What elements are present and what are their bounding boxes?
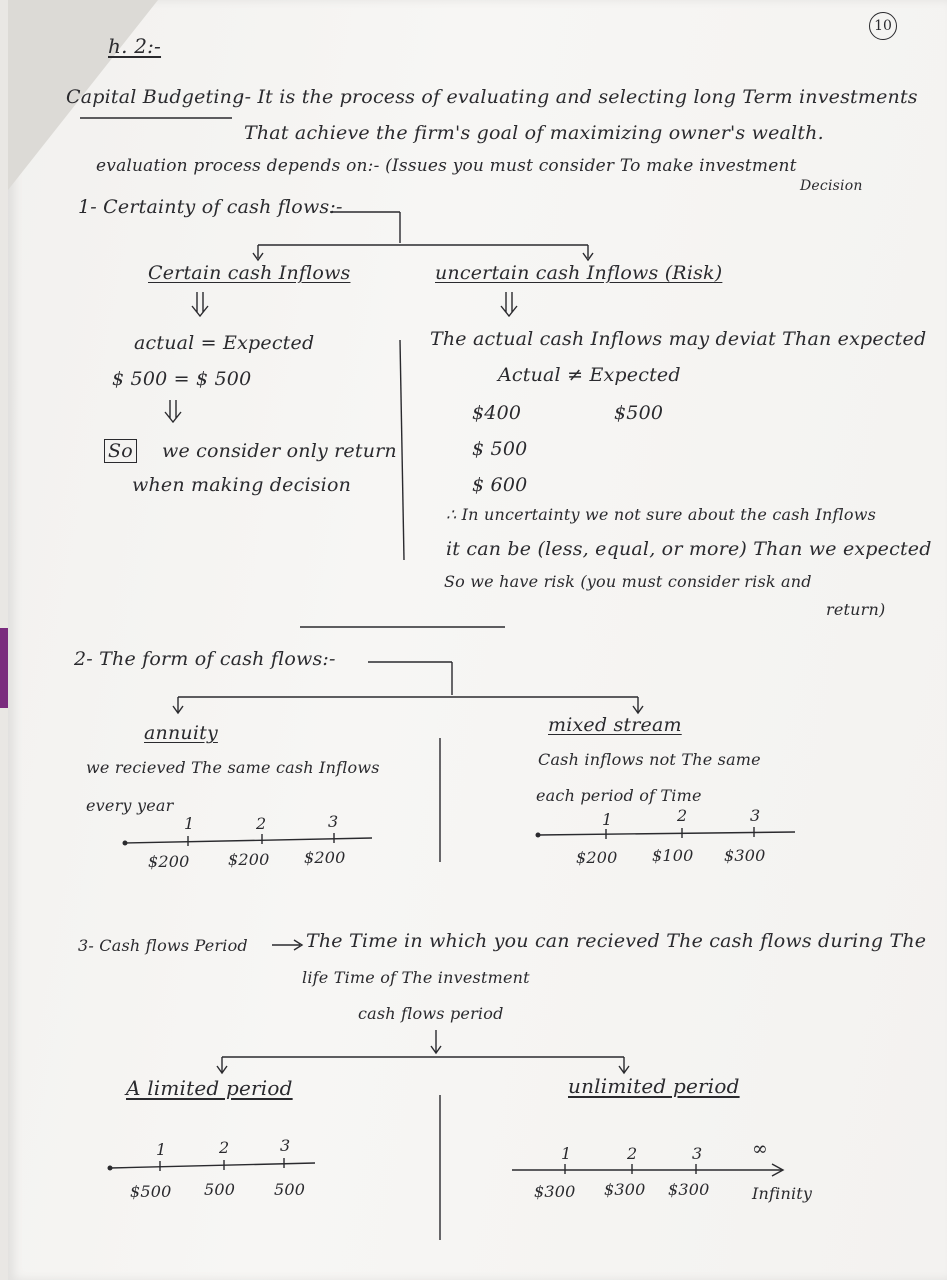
- section3-title: 3- Cash flows Period: [78, 936, 248, 955]
- section1-title: 1- Certainty of cash flows:-: [78, 196, 343, 218]
- evaluation-line-2: Decision: [800, 178, 863, 194]
- annuity-timeline-start: [123, 841, 128, 846]
- down-arrow-3: [165, 400, 181, 422]
- down-arrow-2: [501, 292, 517, 316]
- uncertain-note-3: So we have risk (you must consider risk and: [444, 572, 812, 591]
- uncertain-heading: uncertain cash Inflows (Risk): [435, 262, 723, 284]
- annuity-line-2: every year: [86, 796, 174, 815]
- uncertain-line-1: The actual cash Inflows may deviat Than expected: [430, 328, 927, 350]
- annuity-value-2: $200: [228, 850, 270, 869]
- mixed-heading: mixed stream: [548, 714, 682, 736]
- chapter-heading: h. 2:-: [108, 34, 162, 58]
- annuity-timeline: [125, 838, 372, 843]
- limited-timeline-start: [108, 1166, 113, 1171]
- mixed-value-2: $100: [652, 846, 694, 865]
- mixed-timeline-start: [536, 833, 541, 838]
- actual-value-3: $ 600: [472, 474, 528, 496]
- definition-line-2: That achieve the firm's goal of maximizing owner's wealth.: [244, 122, 824, 144]
- uncertain-line-2: Actual ≠ Expected: [498, 364, 681, 386]
- annuity-line-1: we recieved The same cash Inflows: [86, 758, 380, 777]
- unlimited-infinity-symbol: ∞: [752, 1138, 769, 1160]
- limited-tick-label-3: 3: [280, 1136, 291, 1155]
- certain-so-row: [104, 440, 137, 462]
- uncertain-note-2: it can be (less, equal, or more) Than we expected: [446, 538, 932, 560]
- actual-value-1: $400: [472, 402, 522, 424]
- certain-heading: Certain cash Inflows: [148, 262, 351, 284]
- down-arrow-1: [192, 292, 208, 316]
- mixed-line-2: each period of Time: [536, 786, 702, 805]
- s1-divider: [400, 340, 404, 560]
- section2-title: 2- The form of cash flows:-: [74, 648, 336, 670]
- mixed-timeline: [538, 832, 795, 835]
- so-box: So: [104, 439, 137, 463]
- mixed-value-3: $300: [724, 846, 766, 865]
- unlimited-tick-label-2: 2: [627, 1144, 638, 1163]
- mixed-line-1: Cash inflows not The same: [538, 750, 761, 769]
- capital-budgeting-term: Capital Budgeting: [66, 86, 245, 108]
- annuity-value-3: $200: [304, 848, 346, 867]
- unlimited-tick-label-3: 3: [692, 1144, 703, 1163]
- limited-value-3: 500: [274, 1180, 306, 1199]
- s3-arrow: [272, 940, 302, 950]
- annuity-tick-label-2: 2: [256, 814, 267, 833]
- unlimited-end-label: Infinity: [752, 1184, 813, 1203]
- unlimited-value-1: $300: [534, 1182, 576, 1201]
- certain-line-4: when making decision: [132, 474, 352, 496]
- annuity-tick-label-3: 3: [328, 812, 339, 831]
- annuity-tick-label-1: 1: [184, 814, 195, 833]
- certain-line-2: $ 500 = $ 500: [112, 368, 252, 390]
- page-number: 10: [869, 12, 897, 40]
- section3-def-2: life Time of The investment: [302, 968, 530, 987]
- annuity-value-1: $200: [148, 852, 190, 871]
- uncertain-note-1: ∴ In uncertainty we not sure about the cash Inflows: [446, 505, 877, 524]
- limited-value-1: $500: [130, 1182, 172, 1201]
- uncertain-note-4: return): [826, 600, 886, 619]
- unlimited-heading: unlimited period: [568, 1074, 740, 1098]
- unlimited-value-3: $300: [668, 1180, 710, 1199]
- limited-value-2: 500: [204, 1180, 236, 1199]
- section3-center-label: cash flows period: [358, 1004, 504, 1023]
- evaluation-line-1: evaluation process depends on:- (Issues you must consider To make investment: [96, 156, 797, 176]
- definition-line-1: :- It is the process of evaluating and selecting long Term investments: [238, 86, 918, 108]
- expected-value: $500: [614, 402, 664, 424]
- annuity-heading: annuity: [144, 722, 218, 744]
- limited-tick-label-2: 2: [219, 1138, 230, 1157]
- unlimited-value-2: $300: [604, 1180, 646, 1199]
- certain-line-3: we consider only return: [162, 440, 397, 462]
- actual-value-2: $ 500: [472, 438, 528, 460]
- mixed-tick-label-2: 2: [677, 806, 688, 825]
- mixed-tick-label-3: 3: [750, 806, 761, 825]
- mixed-tick-label-1: 1: [602, 810, 613, 829]
- section3-def-1: The Time in which you can recieved The cash flows during The: [306, 930, 927, 952]
- unlimited-tick-label-1: 1: [561, 1144, 572, 1163]
- certain-line-1: actual = Expected: [134, 332, 315, 354]
- limited-tick-label-1: 1: [156, 1140, 167, 1159]
- limited-heading: A limited period: [126, 1076, 293, 1100]
- mixed-value-1: $200: [576, 848, 618, 867]
